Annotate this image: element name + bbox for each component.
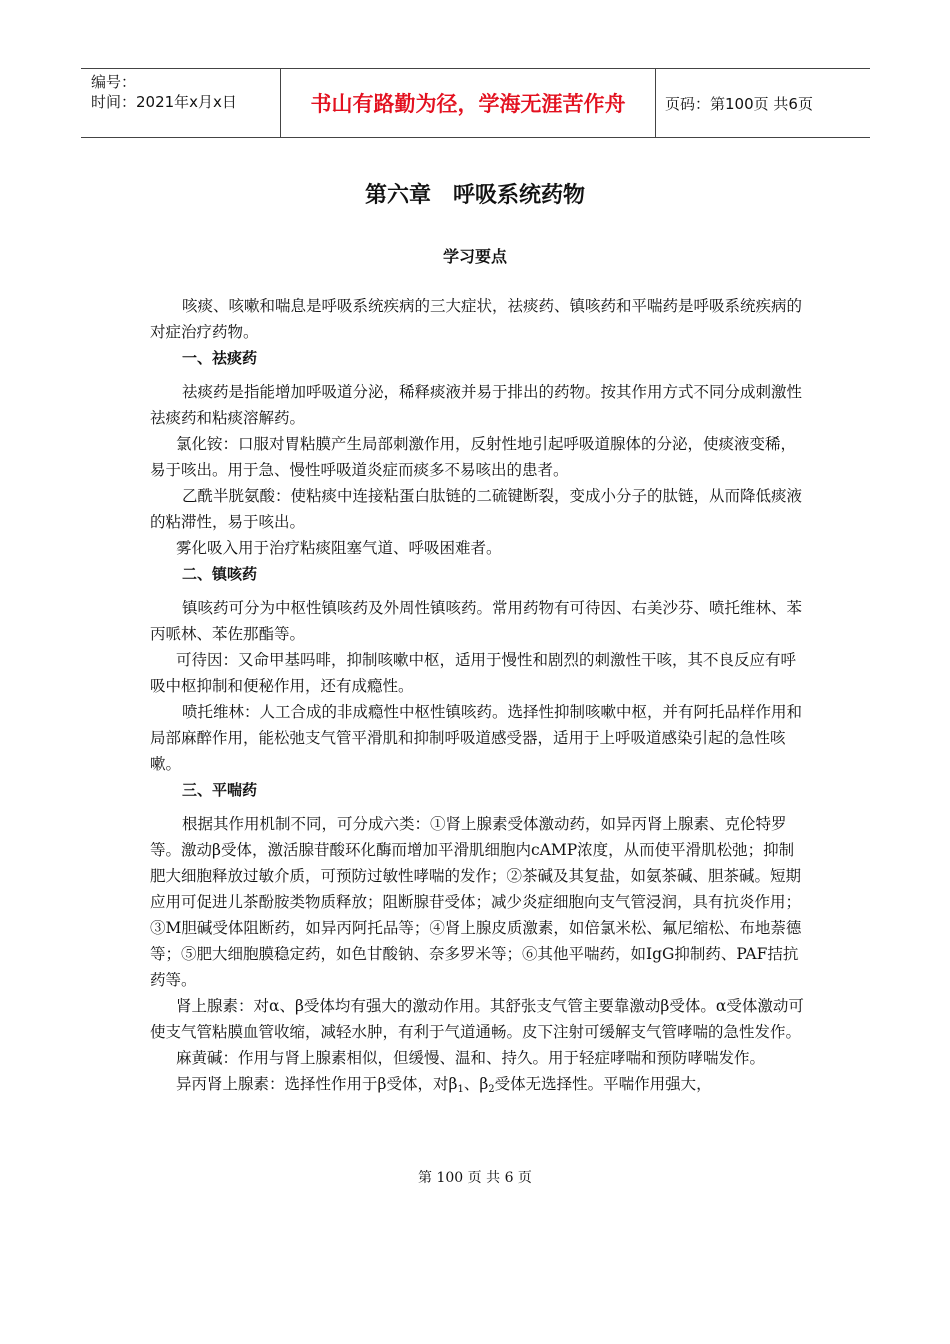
- paragraph: [150, 1071, 805, 1103]
- paragraph: 镇咳药可分为中枢性镇咳药及外周性镇咳药。常用药物有可待因、右美沙芬、喷托维林、苯丙哌林、苯佐那酯等。: [150, 599, 803, 643]
- text-run: 受体无选择性。平喘作用强大，: [494, 1075, 712, 1093]
- page-footer: 第 100 页 共 6 页: [418, 1170, 532, 1186]
- header-page-info: 页码：第100页 共6页: [665, 94, 813, 113]
- subscript: 2: [488, 1084, 495, 1095]
- heading-antiasthmatics: 三、平喘药: [182, 781, 258, 799]
- paragraph: 麻黄碱：作用与肾上腺素相似，但缓慢、温和、持久。用于轻症哮喘和预防哮喘发作。: [176, 1049, 766, 1067]
- header-meta: [81, 69, 281, 137]
- paragraph-intro: 咳痰、咳嗽和喘息是呼吸系统疾病的三大症状，祛痰药、镇咳药和平喘药是呼吸系统疾病的对症治疗药物。: [150, 297, 803, 341]
- chapter-title: 第六章 呼吸系统药物: [364, 183, 585, 208]
- header-motto: 书山有路勤为径，学海无涯苦作舟: [281, 69, 656, 137]
- paragraph: 乙酰半胱氨酸：使粘痰中连接粘蛋白肽链的二硫键断裂，变成小分子的肽链，从而降低痰液的粘滞性，易于咳出。: [150, 487, 803, 531]
- date-label: 时间：2021年x月x日: [91, 93, 237, 111]
- heading-antitussives: 二、镇咳药: [182, 565, 258, 583]
- paragraph: 祛痰药是指能增加呼吸道分泌，稀释痰液并易于排出的药物。按其作用方式不同分成刺激性祛痰药和粘痰溶解药。: [150, 383, 803, 427]
- section-subtitle: 学习要点: [442, 247, 507, 266]
- paragraph: 根据其作用机制不同，可分成六类：①肾上腺素受体激动药，如异丙肾上腺素、克伦特罗等。激动β受体，激活腺苷酸环化酶而增加平滑肌细胞内cAMP浓度，从而使平滑肌松弛；抑制肥大细胞释放过敏介质，可预防过敏性哮喘的发作；②茶碱及其复盐，如氨茶碱、胆茶碱。短期应用可促进儿茶酚胺类物质释放；阻断腺苷受体；减少炎症细胞向支气管浸润，具有抗炎作用；③M胆碱受体阻断药，如异丙阿托品等；④肾上腺皮质激素，如倍氯米松、氟尼缩松、布地萘德等；⑤肥大细胞膜稳定药，如色甘酸钠、奈多罗米等；⑥其他平喘药，如IgG抑制药、PAF拮抗药等。: [150, 815, 802, 989]
- paragraph: 氯化铵：口服对胃粘膜产生局部刺激作用，反射性地引起呼吸道腺体的分泌，使痰液变稀，易于咳出。用于急、慢性呼吸道炎症而痰多不易咳出的患者。: [150, 435, 797, 479]
- heading-expectorants: 一、祛痰药: [182, 349, 258, 367]
- paragraph: 喷托维林：人工合成的非成瘾性中枢性镇咳药。选择性抑制咳嗽中枢，并有阿托品样作用和局部麻醉作用，能松弛支气管平滑肌和抑制呼吸道感受器，适用于上呼吸道感染引起的急性咳嗽。: [150, 703, 803, 773]
- text-run: 、β: [463, 1075, 489, 1093]
- paragraph: 可待因：又命甲基吗啡，抑制咳嗽中枢，适用于慢性和剧烈的刺激性干咳，其不良反应有呼吸中枢抑制和便秘作用，还有成瘾性。: [150, 651, 797, 695]
- paragraph: 雾化吸入用于治疗粘痰阻塞气道、呼吸困难者。: [176, 539, 502, 557]
- paragraph: 肾上腺素：对α、β受体均有强大的激动作用。其舒张支气管主要靠激动β受体。α受体激动可使支气管粘膜血管收缩，减轻水肿，有利于气道通畅。皮下注射可缓解支气管哮喘的急性发作。: [150, 997, 804, 1041]
- subscript: 1: [457, 1084, 464, 1095]
- document-body: [150, 293, 805, 1103]
- text-run: 异丙肾上腺素：选择性作用于β受体，对β: [176, 1075, 458, 1093]
- page-header: [81, 68, 870, 138]
- number-label: 编号：: [91, 73, 137, 91]
